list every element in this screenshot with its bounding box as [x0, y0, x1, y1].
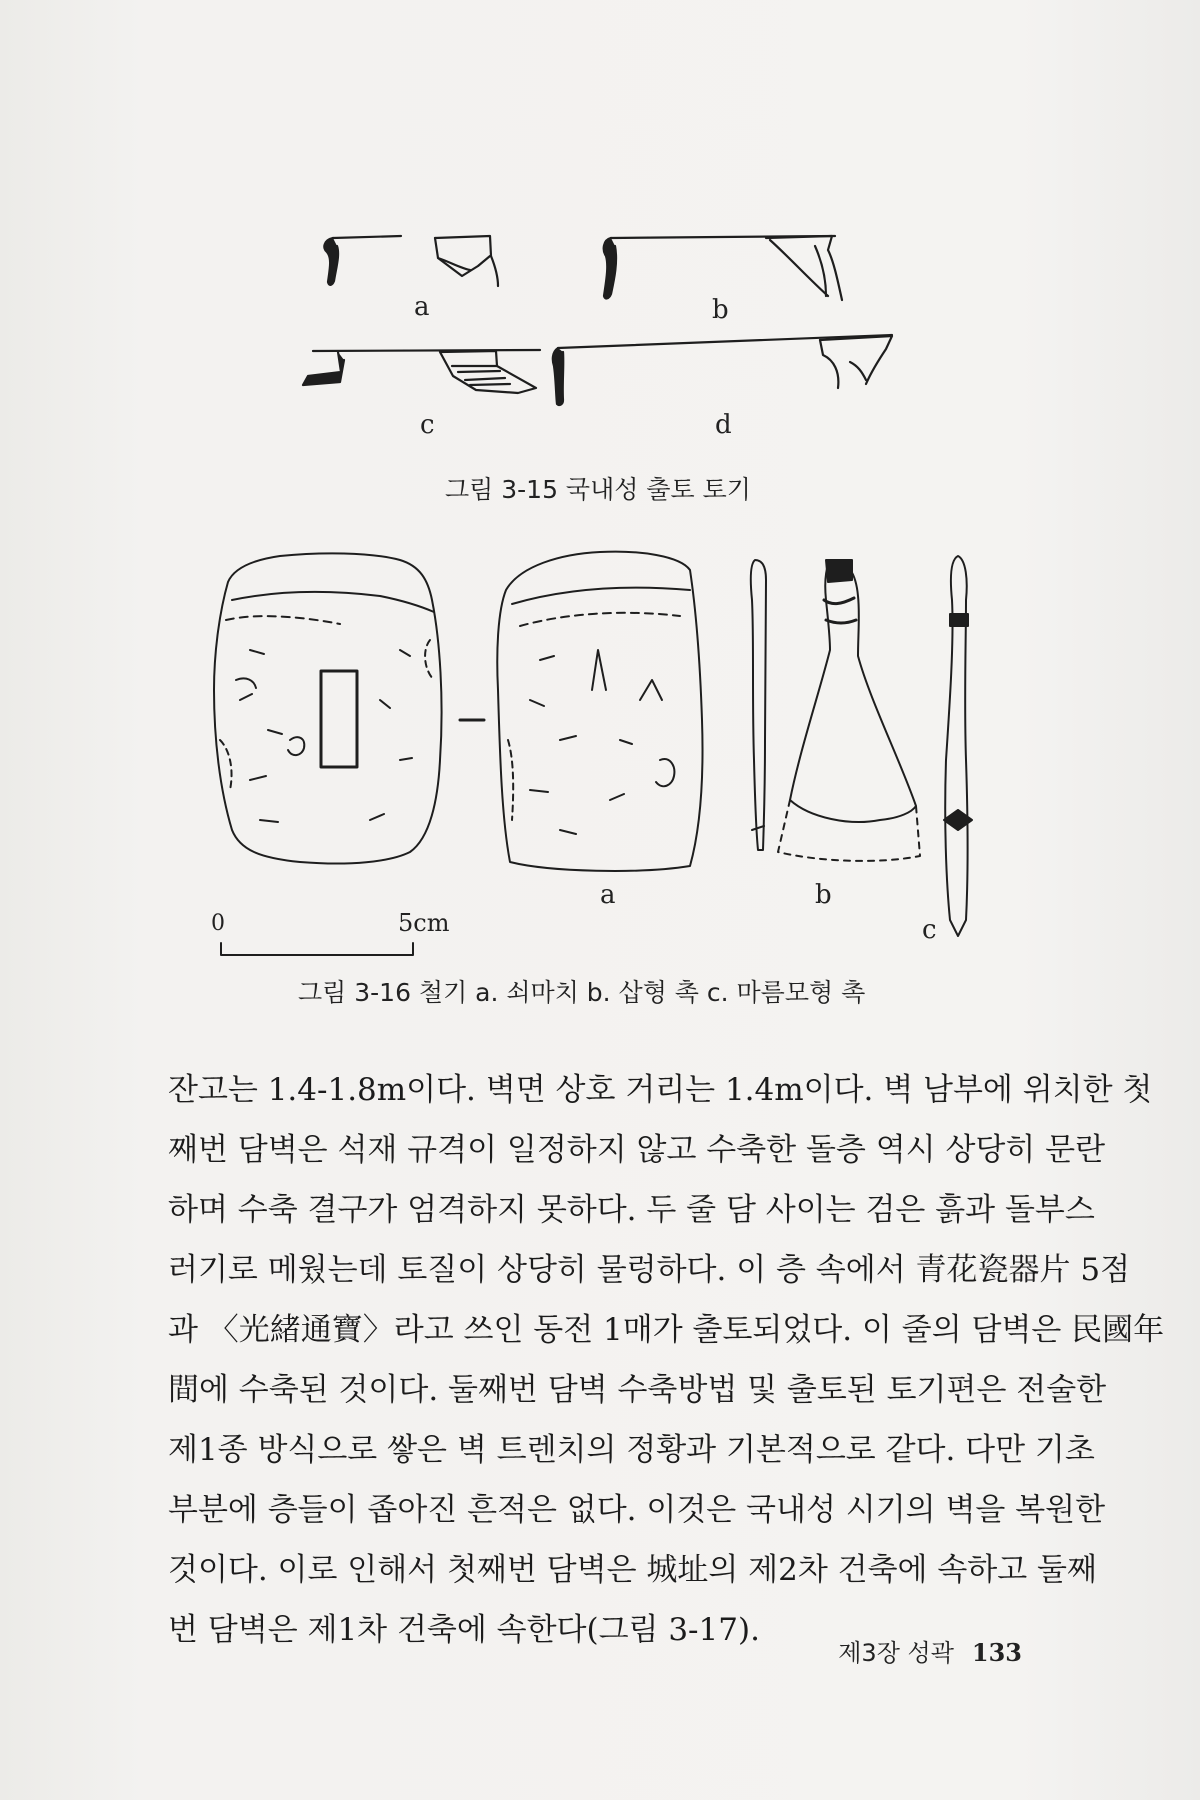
scale-zero-label: 0 [211, 911, 225, 936]
body-line: 제1종 방식으로 쌓은 벽 트렌치의 정황과 기본적으로 같다. 다만 기초 [168, 1432, 1095, 1468]
pottery-d-drawing [553, 335, 892, 405]
figure-16-caption: 그림 3-16 철기 a. 쇠마치 b. 삽형 촉 c. 마름모형 촉 [298, 978, 866, 1007]
body-line: 러기로 메웠는데 토질이 상당히 물렁하다. 이 층 속에서 青花瓷器片 5점 [168, 1252, 1131, 1288]
iron-arrowhead-b-drawing [778, 560, 920, 861]
figure-15-label-b: b [712, 295, 729, 325]
page-footer [838, 1633, 1022, 1668]
iron-hammer-front-drawing [214, 553, 442, 863]
figure-16-label-a: a [600, 880, 616, 910]
iron-hammer-side-drawing [497, 552, 702, 871]
figure-16-label-c: c [922, 915, 937, 945]
pottery-c-drawing [303, 350, 540, 393]
iron-rod-a-drawing [751, 560, 766, 850]
body-line: 번 담벽은 제1차 건축에 속한다(그림 3-17). [168, 1612, 760, 1648]
iron-arrowhead-c-drawing [944, 556, 972, 936]
chapter-title: 제3장 성곽 [838, 1639, 954, 1667]
body-line: 째번 담벽은 석재 규격이 일정하지 않고 수축한 돌층 역시 상당히 문란 [168, 1132, 1106, 1168]
body-paragraph [168, 1060, 1165, 1660]
figure-15-label-d: d [715, 410, 732, 440]
figure-15-label-c: c [420, 410, 435, 440]
body-line: 잔고는 1.4-1.8m이다. 벽면 상호 거리는 1.4m이다. 벽 남부에 위치한 첫 [168, 1072, 1153, 1108]
body-line: 것이다. 이로 인해서 첫째번 담벽은 城址의 제2차 건축에 속하고 둘째 [168, 1552, 1097, 1588]
body-line: 하며 수축 결구가 엄격하지 못하다. 두 줄 담 사이는 검은 흙과 돌부스 [168, 1192, 1095, 1228]
body-line: 間에 수축된 것이다. 둘째번 담벽 수축방법 및 출토된 토기편은 전술한 [168, 1372, 1107, 1408]
figure-16-label-b: b [815, 880, 832, 910]
body-line: 부분에 층들이 좁아진 흔적은 없다. 이것은 국내성 시기의 벽을 복원한 [168, 1492, 1106, 1528]
page-number: 133 [971, 1638, 1022, 1667]
figure-15-caption: 그림 3-15 국내성 출토 토기 [445, 475, 751, 504]
figure-15-label-a: a [414, 292, 430, 322]
scale-bar [221, 943, 413, 955]
scale-end-label: 5cm [398, 909, 450, 937]
pottery-b-drawing [604, 236, 842, 300]
body-line: 과 〈光緒通寶〉라고 쓰인 동전 1매가 출토되었다. 이 줄의 담벽은 民國年 [168, 1312, 1165, 1348]
pottery-a-drawing [324, 236, 498, 286]
